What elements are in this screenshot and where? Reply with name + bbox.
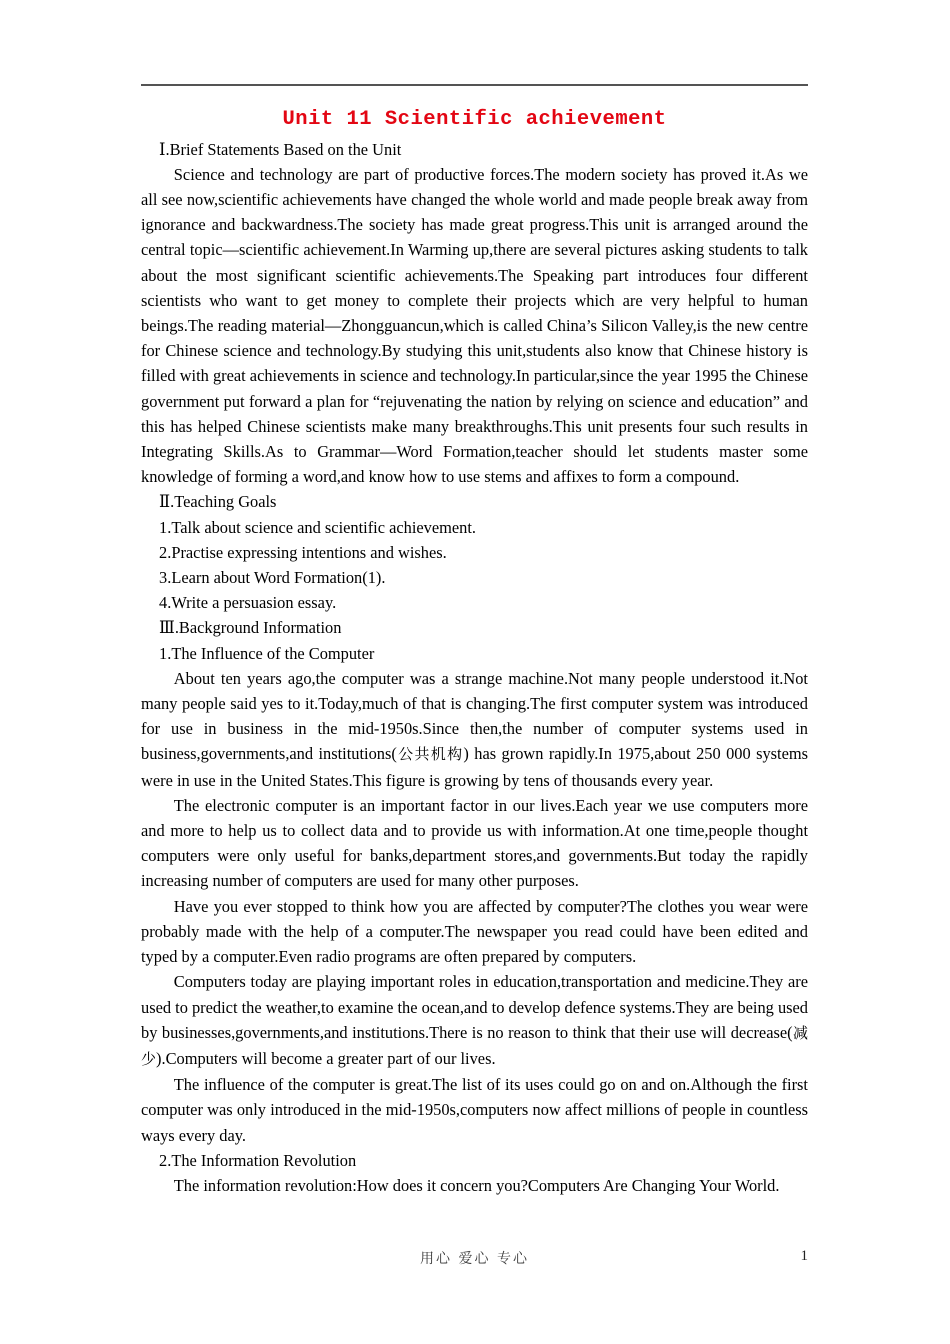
chinese-gloss-institutions: 公共机构 bbox=[396, 745, 464, 764]
paragraph-information-revolution: The information revolution:How does it concern you?Computers Are Changing Your World. bbox=[173, 1175, 780, 1195]
list-item: 4.Write a persuasion essay. bbox=[159, 593, 337, 613]
chinese-gloss-decrease: 减少 bbox=[141, 1023, 808, 1068]
paragraph-computer-influence: The influence of the computer is great.The list of its uses could go on and on.Although the first computer was only introduced in the mid-1950s,computers now affect millions of people in countless ways every day. bbox=[141, 1075, 808, 1145]
paragraph-text-part: Computers today are playing important roles in education,transportation and medicine.They are used to predict the weather,to examine the ocean,and to develop defence systems.They are being used by businesses,governments,and institutions.There is no reason to think that their use will decrease( bbox=[141, 972, 809, 1042]
paragraph-text-part: About ten years ago,the computer was a strange machine.Not many people understood it.Not many people said yes to it.Today,much of that is changing.The first computer system was introduced for use in business in the mid-1950s.Since then,the number of computer systems used in business,governments,and institutions( bbox=[141, 668, 808, 764]
section-heading-brief-statements: Ⅰ.Brief Statements Based on the Unit bbox=[159, 139, 402, 159]
footer-slogan: 用心 爱心 专心 bbox=[420, 1251, 529, 1267]
paragraph-electronic-computer: The electronic computer is an important factor in our lives.Each year we use computers more and more to help us to collect data and to provide us with information.At one time,people thought computers were only useful for banks,department stores,and governments.But today the rapidly increasing number of computers are used for many other purposes. bbox=[141, 795, 808, 891]
subsection-heading-information-revolution: 2.The Information Revolution bbox=[159, 1150, 357, 1170]
list-item: 3.Learn about Word Formation(1). bbox=[159, 568, 386, 588]
page-number: 1 bbox=[800, 1248, 808, 1264]
paragraph-affected-by-computer: Have you ever stopped to think how you are affected by computer?The clothes you wear were probably made with the help of a computer.The newspaper you read could have been edited and typed by a computer.Even radio programs are often prepared by computers. bbox=[141, 896, 808, 967]
document-body bbox=[141, 84, 808, 1198]
paragraph-brief-statements: Science and technology are part of productive forces.The modern society has proved it.As we all see now,scientific achievements have changed the whole world and made people break away from ignorance and backwardness.The society has made great progress.This unit is arranged around the central topic—scientific achievement.In Warming up,there are several pictures asking students to talk about the most significant scientific achievements.The Speaking part introduces four different scientists who want to get money to complete their projects which are very helpful to human beings.The reading material—Zhongguancun,which is called China’s Silicon Valley,is the new centre for Chinese science and technology.By studying this unit,students also know that Chinese history is filled with great achievements in science and technology.In particular,since the year 1995 the Chinese government put forward a plan for “rejuvenating the nation by relying on science and education” and this has helped Chinese scientists make many breakthroughs.This unit presents four such results in Integrating Skills.As to Grammar—Word Formation,teacher should let students master some knowledge of forming a word,and know how to use stems and affixes to form a compound. bbox=[141, 164, 808, 487]
header-rule bbox=[141, 84, 808, 86]
subsection-heading-influence-of-the-computer: 1.The Influence of the Computer bbox=[159, 643, 375, 663]
section-heading-background-information: Ⅲ.Background Information bbox=[159, 618, 342, 638]
list-item: 1.Talk about science and scientific achievement. bbox=[159, 517, 476, 537]
paragraph-text-part: ) has grown rapidly.In 1975,about 250 000 systems were in use in the United States.This figure is growing by tens of thousands every year. bbox=[141, 744, 808, 790]
paragraph-text-part: ).Computers will become a greater part of our lives. bbox=[156, 1048, 496, 1068]
page-title: Unit 11 Scientific achievement bbox=[282, 108, 667, 131]
list-item: 2.Practise expressing intentions and wishes. bbox=[159, 542, 447, 562]
section-heading-teaching-goals: Ⅱ.Teaching Goals bbox=[159, 492, 277, 512]
page-footer bbox=[141, 1248, 808, 1270]
paragraph-computer-roles bbox=[141, 969, 808, 1072]
paragraph-computer-history bbox=[141, 666, 808, 793]
